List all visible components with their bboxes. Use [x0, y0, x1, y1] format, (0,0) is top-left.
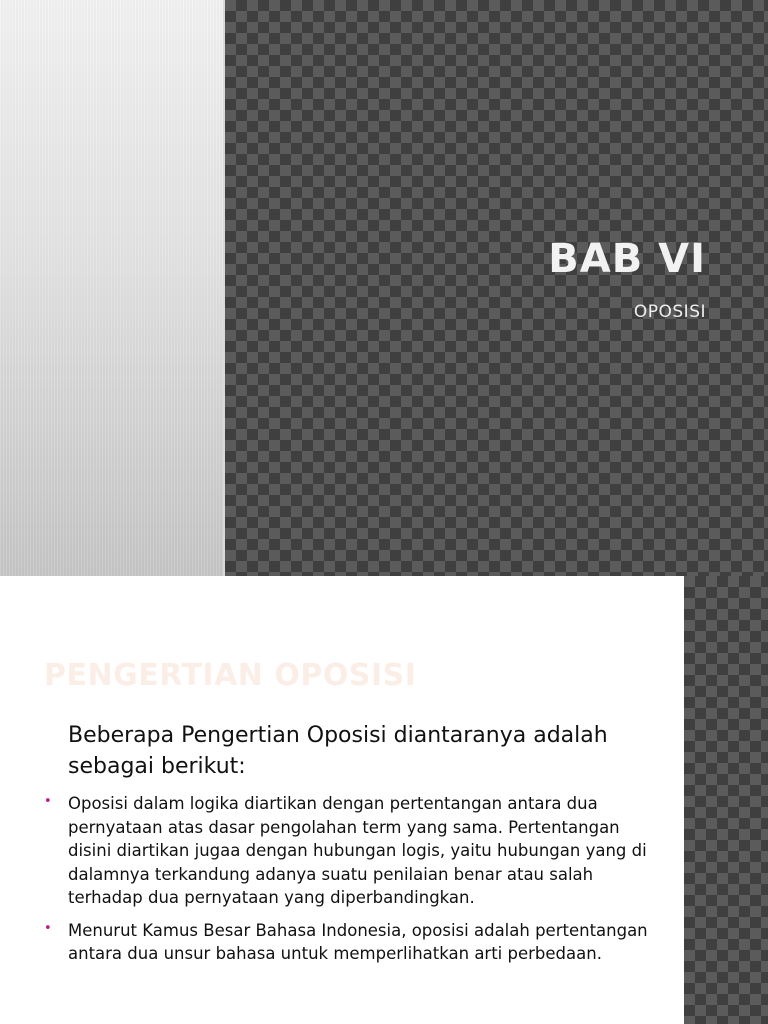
bullet-item — [44, 919, 664, 966]
bullet-list — [44, 792, 664, 975]
diamond-pattern-panel — [225, 0, 768, 576]
bullet-item — [44, 792, 664, 910]
bullet-dot-icon: • — [44, 920, 52, 936]
diamond-pattern-strip — [684, 576, 768, 1024]
slide-title: BAB VI — [548, 236, 706, 282]
bullet-dot-icon: • — [44, 794, 52, 809]
slide-subtitle: OPOSISI — [633, 302, 706, 322]
gradient-panel — [0, 0, 223, 576]
content-heading: PENGERTIAN OPOSISI — [44, 658, 417, 693]
lead-text: Beberapa Pengertian Oposisi diantaranya adalah sebagai berikut: — [68, 723, 608, 779]
bullet-text: Oposisi dalam logika diartikan dengan pertentangan antara dua pernyataan atas dasar pengolahan term yang sama. Pertentangan disini diartikan jugaa dengan hubungan logis, yaitu hubungan yang di dalamnya terkandung adanya suatu penilaian benar atau salah terhadap dua pernyataan yang diperbandingkan. — [68, 794, 647, 907]
content-slide — [0, 576, 768, 1024]
bullet-text: Menurut Kamus Besar Bahasa Indonesia, oposisi adalah pertentangan antara dua unsur bahasa untuk memperlihatkan arti perbedaan. — [68, 920, 648, 963]
